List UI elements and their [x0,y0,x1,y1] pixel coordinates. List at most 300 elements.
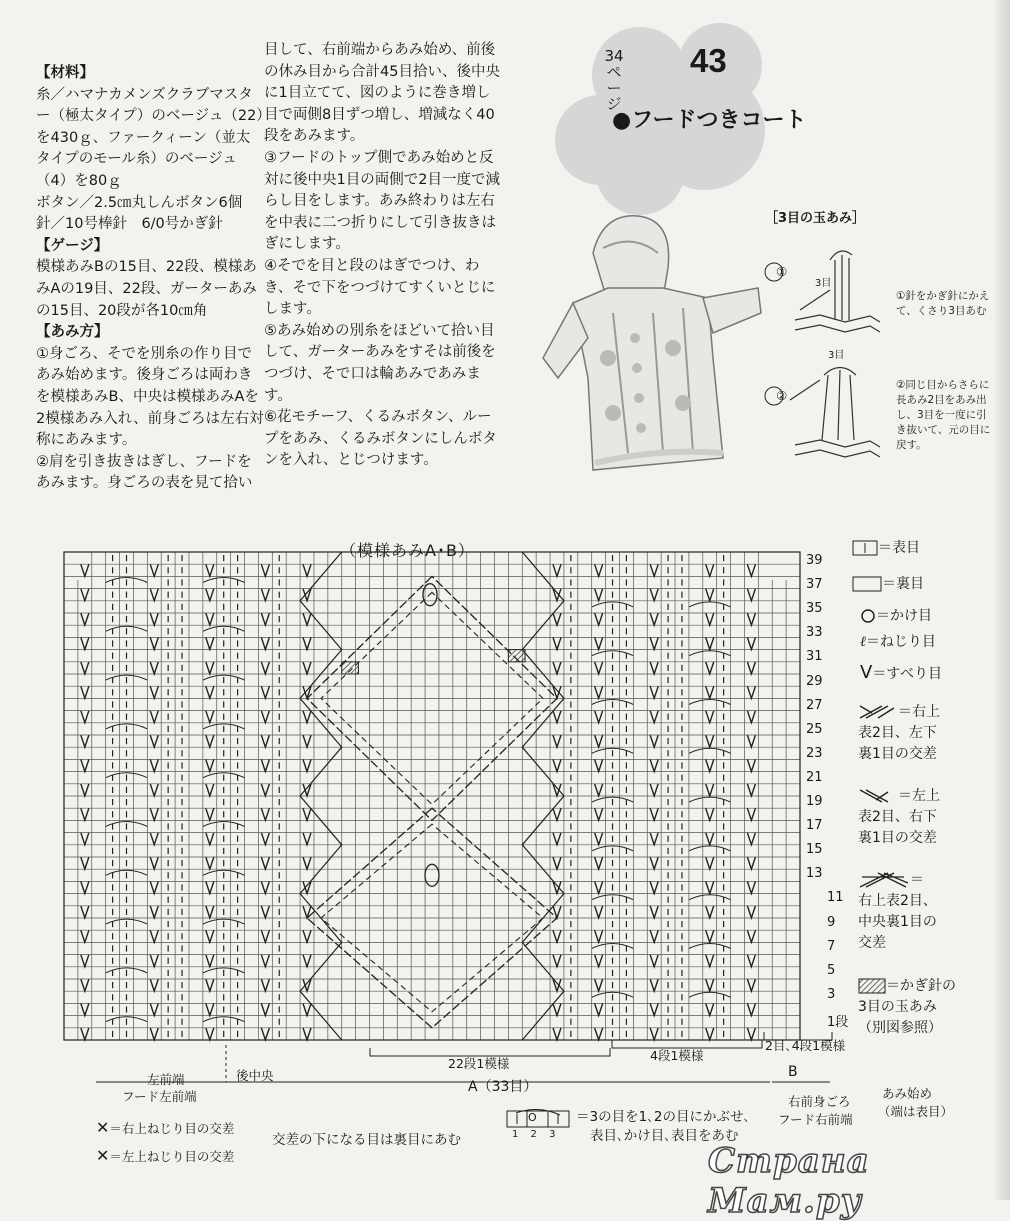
slip-stitch-mark [706,955,714,967]
row-label: 11 [827,890,844,906]
slip-stitch-mark [595,760,603,772]
slip-stitch-mark [150,979,158,991]
row-label: 33 [806,625,823,641]
slip-stitch-mark [650,882,658,894]
right-cross-icon [858,704,898,720]
slip-stitch-mark [150,955,158,967]
slip-stitch-mark [747,613,755,625]
cover-note-2: 表目､かけ目､表目をあむ [590,1128,739,1144]
legend-purl [852,574,924,595]
slip-stitch-mark [553,589,561,601]
slip-stitch-mark [706,882,714,894]
slip-stitch-mark [553,955,561,967]
slip-stitch-mark [747,808,755,820]
bobble-hatch-cell [342,662,359,674]
row-label: 21 [806,769,823,785]
slip-stitch-mark [747,1028,755,1040]
slip-stitch-mark [81,906,89,918]
pattern-title: ●フードつきコート [612,108,807,133]
right-twist-cross-icon: ✕ [96,1118,110,1137]
slip-stitch-mark [303,930,311,942]
slip-stitch-mark [81,955,89,967]
slip-stitch-mark [206,857,214,869]
slip-stitch-mark [150,564,158,576]
legend-bobble-b: 3目の玉あみ [858,999,937,1015]
legend-bobble-c: （別図参照） [858,1020,942,1036]
slip-stitch-mark [706,979,714,991]
slip-stitch-mark [206,686,214,698]
slip-stitch-mark [261,711,269,723]
repeat-2-sts-4-rows: 2目､4段1模様 [765,1038,846,1053]
slip-stitch-mark [261,808,269,820]
slip-stitch-mark [81,564,89,576]
slip-stitch-mark [595,662,603,674]
slip-stitch-mark [81,784,89,796]
slip-stitch-mark [650,930,658,942]
bobble-hatch-cell [508,650,525,662]
slip-stitch-mark [706,711,714,723]
slip-stitch-mark [150,735,158,747]
slip-stitch-mark [553,930,561,942]
center-cross-icon [858,871,910,889]
legend-twisted [860,632,936,653]
row-label: 3 [827,986,836,1002]
slip-stitch-mark [595,1004,603,1016]
legend-right-cross [858,702,940,765]
slip-stitch-mark [650,979,658,991]
slip-stitch-mark [553,711,561,723]
row-label: 31 [806,649,823,665]
slip-stitch-mark [706,784,714,796]
row-label: 1段 [827,1014,849,1030]
slip-stitch-mark [595,735,603,747]
hood-left-edge-label: フード左前端 [122,1089,197,1104]
slip-stitch-mark [261,613,269,625]
repeat-22-rows: 22段1模様 [448,1056,510,1071]
bobble-note-2: ②同じ目からさらに長あみ2目をあみ出し、3目を一度に引き抜いて、元の目に戻す。 [896,379,991,451]
slip-stitch-mark [81,808,89,820]
col1-paragraph: 糸／ハマナカメンズクラブマスター（極太タイプ）のベージュ（22）を430ｇ、ファークィーン（並太タイプのモール糸）のベージュ（4）を80ｇ [36,86,264,189]
slip-stitch-mark [650,662,658,674]
repeat-4-rows: 4段1模様 [650,1048,704,1063]
slip-stitch-mark [303,1004,311,1016]
slip-stitch-mark [706,808,714,820]
slip-stitch-mark [595,906,603,918]
slip-stitch-mark [81,735,89,747]
slip-stitch-mark [706,662,714,674]
slip-stitch-mark [650,955,658,967]
slip-stitch-mark [261,857,269,869]
slip-stitch-mark [650,1028,658,1040]
yarn-over-icon [860,608,876,624]
bobble-diagram-title: ［3目の玉あみ］ [765,211,866,226]
slip-stitch-mark [206,1004,214,1016]
slip-stitch-mark [747,1004,755,1016]
footer-cross-note: 交差の下になる目は裏目にあむ [272,1132,461,1148]
col2-paragraph: ⑤あみ始めの別糸をほどいて拾い目して、ガーターあみをすそは前後をつづけ、そで口は輪あみであみます。 [264,322,496,404]
legend-knit [852,538,920,559]
row-label: 35 [806,601,823,617]
slip-stitch-mark [706,735,714,747]
row-label: 23 [806,745,823,761]
slip-stitch-mark [303,638,311,650]
slip-stitch-mark [81,686,89,698]
slip-stitch-mark [150,711,158,723]
slip-stitch-mark [595,613,603,625]
slip-stitch-mark [706,1004,714,1016]
slip-stitch-mark [553,638,561,650]
slip-stitch-mark [150,930,158,942]
slip-stitch-mark [553,833,561,845]
slip-stitch-mark [595,833,603,845]
slip-stitch-mark [303,711,311,723]
bobble-oval-mark [425,864,439,886]
col1-paragraph: ①身ごろ、そでを別糸の作り目であみ始めます。後身ごろは両わきを模様あみB、中央は模様あみAを2模様あみ入れ、前身ごろは左右対称にあみます。 [36,345,264,449]
section-a-label: A（33目） [468,1079,538,1095]
slip-stitch-mark [747,662,755,674]
slip-stitch-mark [553,906,561,918]
legend-center-cross-c: 中央裏1目の [858,914,937,930]
slip-stitch-mark [81,662,89,674]
slip-stitch-mark [303,857,311,869]
slip-stitch-mark [747,857,755,869]
slip-stitch-mark [206,760,214,772]
slip-stitch-mark [81,833,89,845]
start-label: あみ始め [882,1086,933,1101]
slip-stitch-mark [747,735,755,747]
slip-stitch-mark [81,711,89,723]
slip-stitch-mark [206,808,214,820]
bobble-step-2-number: ② [776,388,788,403]
hood-right-edge-label: フード右前端 [778,1112,853,1127]
slip-stitch-mark [150,784,158,796]
slip-stitch-mark [553,662,561,674]
slip-stitch-mark [261,735,269,747]
slip-stitch-mark [650,564,658,576]
row-label: 29 [806,673,823,689]
col2-paragraph: ④そでを目と段のはぎでつけ、わき、そで下をつづけてすくいとじにします。 [264,257,496,318]
row-label: 25 [806,721,823,737]
slip-stitch-mark [303,882,311,894]
slip-stitch-mark [706,589,714,601]
slip-stitch-mark [747,906,755,918]
slip-stitch-mark [650,857,658,869]
slip-stitch-mark [595,638,603,650]
cover-stitch-numbers: 1 2 3 [512,1129,556,1140]
slip-stitch-mark [206,955,214,967]
center-back-label: 後中央 [236,1068,274,1083]
slip-stitch-mark [150,857,158,869]
slip-stitch-mark [650,1004,658,1016]
bobble-hatch-icon [858,978,886,994]
slip-stitch-mark [553,686,561,698]
slip-stitch-mark [553,857,561,869]
slip-stitch-mark [595,979,603,991]
slip-stitch-mark [706,760,714,772]
bobble-note-1: ①針をかぎ針にかえて、くさり3目あむ [896,290,990,317]
slip-stitch-mark [303,784,311,796]
slip-stitch-mark [206,564,214,576]
slip-stitch-mark [150,613,158,625]
legend-center-cross [858,870,937,954]
legend-right-cross-b: 表2目、左下 [858,725,937,741]
legend-center-cross-d: 交差 [858,935,886,951]
legend-left-cross-c: 裏1目の交差 [858,830,937,846]
slip-stitch-mark [81,1004,89,1016]
slip-stitch-mark [595,711,603,723]
slip-stitch-mark [747,760,755,772]
slip-stitch-mark [747,955,755,967]
row-label: 13 [806,866,823,882]
slip-stitch-mark [595,808,603,820]
chart-grid [64,552,800,1040]
slip-stitch-mark [595,564,603,576]
footer-left-twist-cross [96,1146,234,1165]
col1-heading: 【材料】 [36,65,94,81]
slip-stitch-mark [261,686,269,698]
slip-stitch-mark [650,760,658,772]
slip-stitch-mark [261,662,269,674]
col1-paragraph: 針／10号棒針 6/0号かぎ針 [36,216,223,233]
slip-stitch-mark [553,760,561,772]
purl-symbol-icon [852,576,882,592]
slip-stitch-mark [595,930,603,942]
row-label: 27 [806,697,823,713]
slip-stitch-mark [303,808,311,820]
slip-stitch-mark [303,613,311,625]
legend-yo-label: ＝かけ目 [876,608,932,624]
slip-stitch-mark [81,882,89,894]
slip-stitch-mark [706,857,714,869]
slip-stitch-mark [303,662,311,674]
slip-stitch-mark [747,833,755,845]
slip-stitch-mark [150,662,158,674]
row-label: 5 [827,962,836,978]
row-label: 17 [806,818,823,834]
bobble-step-1-count: 3目 [815,278,832,289]
col2-paragraph: 目して、右前端からあみ始め、前後の休み目から合計45目拾い、後中央に1目立てて、図のように巻き増し目で両側8目ずつ増し、増減なく40段をあみます。 [264,42,500,145]
slip-stitch-mark [747,979,755,991]
slip-stitch-mark [747,686,755,698]
slip-stitch-mark [303,564,311,576]
legend-left-cross-a: ＝左上 [898,788,940,804]
slip-stitch-mark [150,1004,158,1016]
legend-right-cross-a: ＝右上 [898,704,940,720]
site-watermark: Страна Мам.ру [708,1141,870,1221]
slip-stitch-mark [81,857,89,869]
slip-stitch-mark [150,906,158,918]
chart-title: （模様あみA･B） [340,541,475,560]
legend-left-cross-b: 表2目、右下 [858,809,937,825]
slip-stitch-mark [81,613,89,625]
slip-stitch-mark [706,930,714,942]
row-label: 19 [806,794,823,809]
pattern-number: 43 [690,42,727,79]
legend-center-cross-b: 右上表2目、 [858,893,937,909]
row-label: 39 [806,553,823,568]
row-label: 15 [806,842,823,858]
col1-paragraph: ボタン／2.5㎝丸しんボタン6個 [36,194,243,211]
slip-stitch-mark [747,784,755,796]
slip-stitch-mark [150,589,158,601]
slip-stitch-mark [747,564,755,576]
slip-stitch-mark [595,1028,603,1040]
slip-stitch-mark [206,833,214,845]
slip-stitch-mark [261,979,269,991]
slip-stitch-mark [553,1028,561,1040]
slip-stitch-mark [303,979,311,991]
slip-stitch-mark [150,686,158,698]
legend-bobble [858,976,956,1039]
slip-stitch-mark [206,906,214,918]
col1-paragraph: ②肩を引き抜きはぎし、フードをあみます。身ごろの表を見て拾い [36,453,253,492]
slip-stitch-mark [553,1004,561,1016]
slip-stitch-mark [150,882,158,894]
col1-heading: 【ゲージ】 [36,237,109,254]
slip-stitch-mark [303,760,311,772]
slip-stitch-mark [261,930,269,942]
legend-center-cross-a: ＝ [910,872,924,888]
slip-stitch-mark [150,833,158,845]
right-front-label: 右前身ごろ [788,1094,851,1109]
slip-stitch-mark [261,784,269,796]
footer-left-twist-label: ＝左上ねじり目の交差 [109,1149,235,1164]
slip-stitch-mark [706,638,714,650]
slip-stitch-mark [650,613,658,625]
slip-stitch-mark [150,1028,158,1040]
slip-stitch-mark [261,760,269,772]
knit-symbol-icon [852,540,878,556]
slip-stitch-mark [261,638,269,650]
slip-stitch-mark [150,760,158,772]
slip-stitch-mark [595,882,603,894]
slip-stitch-mark [706,1028,714,1040]
cover-note-1: ＝3の目を1､2の目にかぶせ､ [576,1109,751,1125]
cover-yo-mark: O [528,1111,537,1124]
footer-right-twist-cross [96,1118,234,1137]
legend-yo [860,606,932,627]
slip-stitch-mark [81,589,89,601]
slip-stitch-mark [650,711,658,723]
slip-stitch-mark [553,784,561,796]
slip-stitch-mark [206,784,214,796]
slip-stitch-mark [595,686,603,698]
left-front-edge-label: 左前端 [147,1072,185,1087]
legend-purl-label: ＝裏目 [882,576,924,592]
slip-stitch-mark [553,564,561,576]
slip-stitch-mark [81,930,89,942]
slip-stitch-icon: V [860,662,873,683]
legend-left-cross [858,786,940,849]
slip-stitch-mark [206,589,214,601]
slip-stitch-mark [595,784,603,796]
footer-right-twist-label: ＝右上ねじり目の交差 [109,1121,235,1136]
slip-stitch-mark [81,638,89,650]
slip-stitch-mark [150,808,158,820]
slip-stitch-mark [595,857,603,869]
slip-stitch-mark [706,613,714,625]
legend-slip [860,662,942,685]
slip-stitch-mark [650,808,658,820]
slip-stitch-mark [595,589,603,601]
slip-stitch-mark [747,882,755,894]
row-label: 37 [806,577,823,593]
slip-stitch-mark [650,735,658,747]
slip-stitch-mark [261,882,269,894]
bobble-step-1-number: ① [776,264,788,279]
bobble-step-2-count: 3目 [828,350,845,361]
slip-stitch-mark [706,833,714,845]
slip-stitch-mark [261,955,269,967]
slip-stitch-mark [650,638,658,650]
slip-stitch-mark [206,613,214,625]
left-cross-icon [858,788,898,804]
slip-stitch-mark [81,760,89,772]
slip-stitch-mark [303,735,311,747]
section-b-label: B [788,1064,798,1080]
slip-stitch-mark [206,979,214,991]
slip-stitch-mark [650,686,658,698]
slip-stitch-mark [261,1004,269,1016]
slip-stitch-mark [261,589,269,601]
slip-stitch-mark [206,882,214,894]
col1-heading: 【あみ方】 [36,324,109,341]
page-reference: 34ページ [604,47,624,113]
slip-stitch-mark [261,564,269,576]
slip-stitch-mark [650,906,658,918]
slip-stitch-mark [81,1028,89,1040]
row-label: 9 [827,914,836,930]
slip-stitch-mark [553,735,561,747]
legend-knit-label: ＝表目 [878,540,920,556]
slip-stitch-mark [206,1028,214,1040]
slip-stitch-mark [303,955,311,967]
slip-stitch-mark [706,906,714,918]
slip-stitch-mark [747,638,755,650]
slip-stitch-mark [206,735,214,747]
slip-stitch-mark [650,784,658,796]
start-edge-note: （端は表目） [878,1104,954,1119]
legend-slip-label: ＝すべり目 [872,666,943,682]
slip-stitch-mark [747,589,755,601]
col2-paragraph: ③フードのトップ側であみ始めと反対に後中央1目の両側で2目一度で減らし目をします。あみ終わりは左右を中表に二つ折りにして引き抜きはぎにします。 [264,149,500,253]
slip-stitch-mark [553,979,561,991]
slip-stitch-mark [303,833,311,845]
slip-stitch-mark [303,589,311,601]
slip-stitch-mark [81,979,89,991]
slip-stitch-mark [261,1028,269,1040]
col2-paragraph: ⑥花モチーフ、くるみボタン、ループをあみ、くるみボタンにしんボタンを入れ、とじつけます。 [264,409,497,469]
slip-stitch-mark [747,930,755,942]
slip-stitch-mark [206,638,214,650]
legend-right-cross-c: 裏1目の交差 [858,746,937,762]
slip-stitch-mark [650,833,658,845]
slip-stitch-mark [206,930,214,942]
slip-stitch-mark [706,686,714,698]
slip-stitch-mark [206,711,214,723]
legend-twisted-label: ＝ねじり目 [865,634,936,650]
slip-stitch-mark [595,955,603,967]
slip-stitch-mark [553,808,561,820]
slip-stitch-mark [553,613,561,625]
twisted-stitch-icon: ℓ [860,634,866,650]
slip-stitch-mark [706,564,714,576]
left-twist-cross-icon: ✕ [96,1146,110,1165]
slip-stitch-mark [650,589,658,601]
slip-stitch-mark [261,906,269,918]
slip-stitch-mark [553,882,561,894]
slip-stitch-mark [150,638,158,650]
